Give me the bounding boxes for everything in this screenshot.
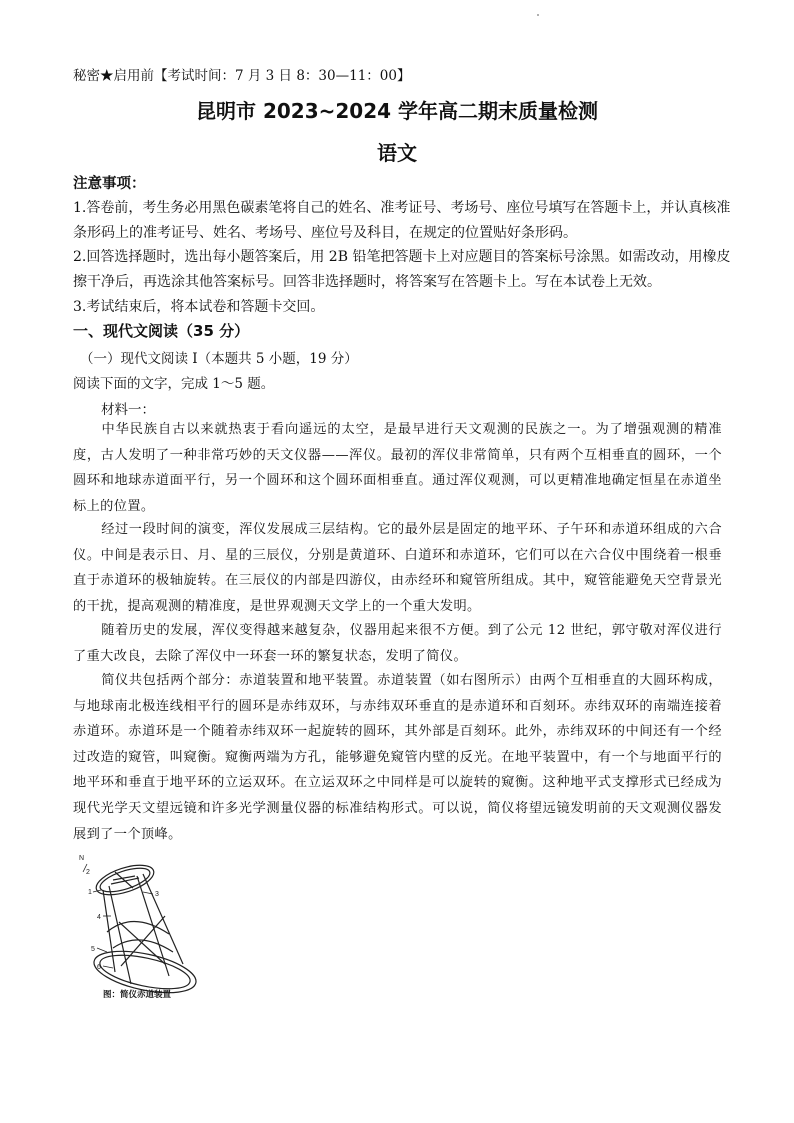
paragraph-1 (73, 417, 722, 519)
notice-heading: 注意事项： (73, 176, 146, 192)
equatorial-device-figure (73, 852, 203, 1000)
paragraph-3-text: 随着历史的发展，浑仪变得越来越复杂，仪器用起来很不方便。到了公元 12 世纪，郭守敬对浑仪进行了重大改良，去除了浑仪中一环套一环的繁复状态，发明了简仪。 (73, 623, 722, 664)
figure-caption: 图：简仪赤道装置 (103, 990, 172, 1000)
paragraph-1-text: 中华民族自古以来就热衷于看向遥远的太空，是最早进行天文观测的民族之一。为了增强观测的精准度，古人发明了一种非常巧妙的天文仪器——浑仪。最初的浑仪非常简单，只有两个互相垂直的圆环，一个圆环和地球赤道面平行，另一个圆环和这个圆环面相垂直。通过浑仪观测，可以更精准地确定恒星在赤道坐标上的位置。 (73, 422, 722, 514)
figure-label-4: 4 (97, 914, 101, 921)
north-label: N (79, 855, 85, 862)
notice-line-4: 擦干净后，再选涂其他答案标号。回答非选择题时，将答案写在答题卡上。写在本试卷上无效。 (73, 274, 661, 290)
notice-line-2: 条形码上的准考证号、姓名、考场号、座位号及科目，在规定的位置贴好条形码。 (73, 225, 577, 241)
figure-label-6: 6 (97, 964, 101, 971)
paragraph-3 (73, 618, 722, 669)
notice-line-1: 1.答卷前，考生务必用黑色碳素笔将自己的姓名、准考证号、考场号、座位号填写在答题卡上，并认真核准 (73, 200, 731, 216)
page-title: 昆明市 2023~2024 学年高二期末质量检测 (195, 99, 598, 123)
figure-label-3: 3 (155, 891, 159, 898)
material-label: 材料一： (101, 402, 155, 418)
figure-label-2: 2 (86, 869, 90, 876)
figure-label-5: 5 (91, 946, 95, 953)
reading-instruction: 阅读下面的文字，完成 1～5 题。 (73, 376, 275, 392)
notice-line-3: 2.回答选择题时，选出每小题答案后，用 2B 铅笔把答题卡上对应题目的答案标号涂黑。如需改动，用橡皮 (73, 249, 731, 265)
subject-title: 语文 (377, 141, 417, 165)
notice-line-5: 3.考试结束后，将本试卷和答题卡交回。 (73, 299, 325, 315)
scan-dot (537, 14, 539, 16)
section-heading: 一、现代文阅读（35 分） (73, 322, 250, 340)
secret-line: 秘密★启用前【考试时间：7 月 3 日 8：30—11：00】 (73, 68, 411, 84)
paragraph-4-text: 简仪共包括两个部分：赤道装置和地平装置。赤道装置（如右图所示）由两个互相垂直的大圆环构成，与地球南北极连线相平行的圆环是赤纬双环，与赤纬双环垂直的是赤道环和百刻环。赤纬双环的南端连接着赤道环。赤道环是一个随着赤纬双环一起旋转的圆环，其外部是百刻环。此外，赤纬双环的中间还有一个经过改造的窥管，叫窥衡。窥衡两端为方孔，能够避免窥管内壁的反光。在地平装置中，有一个与地面平行的地平环和垂直于地平环的立运双环。在立运双环之中同样是可以旋转的窥衡。这种地平式支撑形式已经成为现代光学天文望远镜和许多光学测量仪器的标准结构形式。可以说，简仪将望远镜发明前的天文观测仪器发展到了一个顶峰。 (73, 673, 722, 842)
figure-label-1: 1 (88, 889, 92, 896)
section-subheading: （一）现代文阅读 I（本题共 5 小题，19 分） (80, 351, 358, 367)
paragraph-2 (73, 517, 722, 619)
paragraph-2-text: 经过一段时间的演变，浑仪发展成三层结构。它的最外层是固定的地平环、子午环和赤道环组成的六合仪。中间是表示日、月、星的三辰仪，分别是黄道环、白道环和赤道环，它们可以在六合仪中围绕着一根垂直于赤道环的极轴旋转。在三辰仪的内部是四游仪，由赤经环和窥管所组成。其中，窥管能避免天空背景光的干扰，提高观测的精准度，是世界观测天文学上的一个重大发明。 (73, 522, 722, 614)
paragraph-4 (73, 668, 722, 847)
